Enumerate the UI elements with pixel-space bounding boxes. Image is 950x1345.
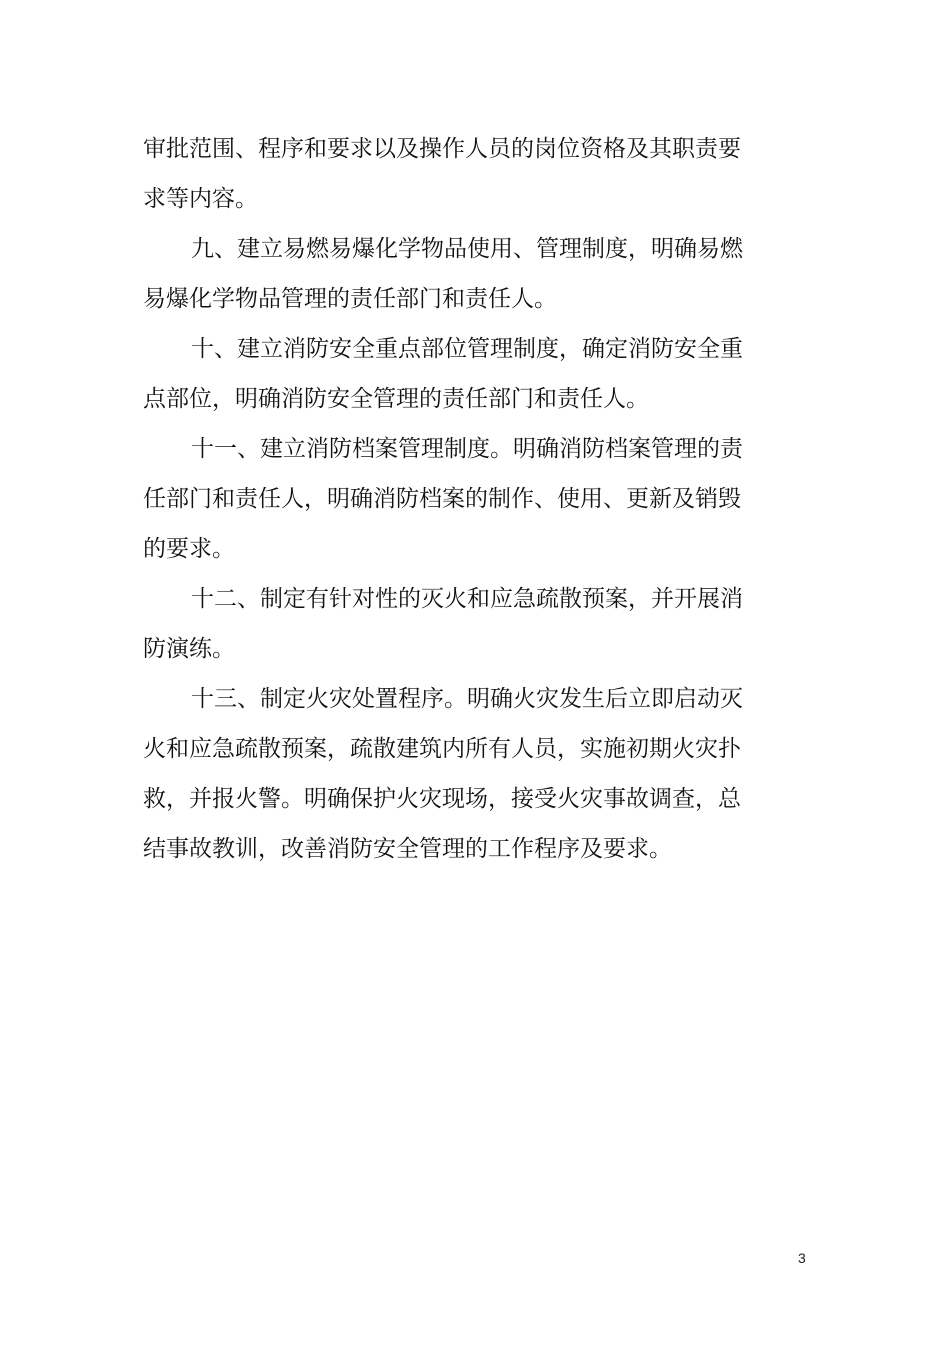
text-line: 十一、建立消防档案管理制度。明确消防档案管理的责 <box>191 436 743 462</box>
text-line: 防演练。 <box>143 636 235 662</box>
text-line: 火和应急疏散预案，疏散建筑内所有人员，实施初期火灾扑 <box>143 736 741 762</box>
text-line: 审批范围、程序和要求以及操作人员的岗位资格及其职责要 <box>143 136 741 162</box>
text-line: 十、建立消防安全重点部位管理制度，确定消防安全重 <box>191 336 743 362</box>
paragraph-continuation <box>143 124 748 224</box>
text-line: 易爆化学物品管理的责任部门和责任人。 <box>143 286 557 312</box>
text-line: 九、建立易燃易爆化学物品使用、管理制度，明确易燃 <box>191 236 743 262</box>
paragraph-item-10 <box>143 324 748 424</box>
text-line: 十三、制定火灾处置程序。明确火灾发生后立即启动灭 <box>191 686 743 712</box>
text-line: 点部位，明确消防安全管理的责任部门和责任人。 <box>143 386 649 412</box>
page-number: 3 <box>798 1250 806 1266</box>
text-line: 救，并报火警。明确保护火灾现场，接受火灾事故调查，总 <box>143 786 741 812</box>
text-line: 十二、制定有针对性的灭火和应急疏散预案，并开展消 <box>191 586 743 612</box>
body-text <box>143 124 748 874</box>
paragraph-item-9 <box>143 224 748 324</box>
text-line: 结事故教训，改善消防安全管理的工作程序及要求。 <box>143 836 672 862</box>
text-line: 求等内容。 <box>143 186 258 212</box>
text-line: 的要求。 <box>143 536 235 562</box>
paragraph-item-11 <box>143 424 748 574</box>
paragraph-item-12 <box>143 574 748 674</box>
paragraph-item-13 <box>143 674 748 874</box>
text-line: 任部门和责任人，明确消防档案的制作、使用、更新及销毁 <box>143 486 741 512</box>
